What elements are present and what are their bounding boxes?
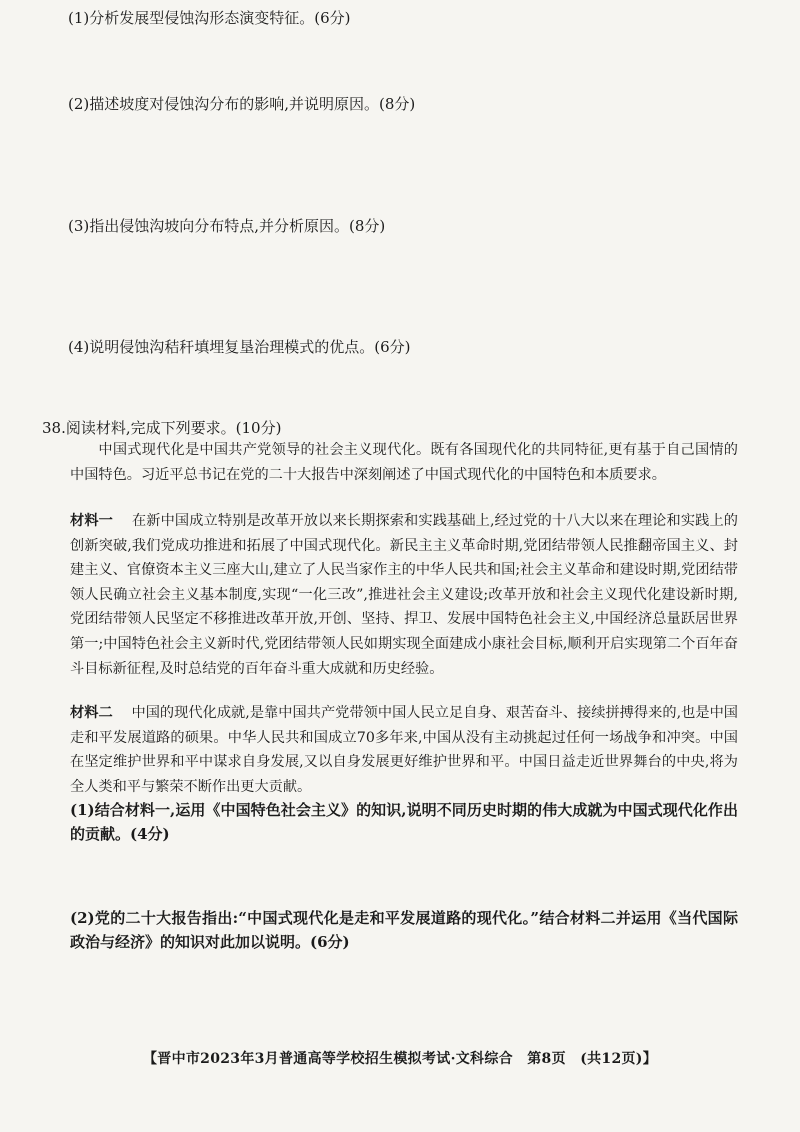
question-37-1: (1)分析发展型侵蚀沟形态演变特征。(6分) <box>68 9 351 27</box>
material-2-text: 中国的现代化成就,是靠中国共产党带领中国人民立足自身、艰苦奋斗、接续拼搏得来的,也是中国走和平发展道路的硕果。中华人民共和国成立70多年来,中国从没有主动挑起过任何一场战争和冲突。中国在坚定维护世界和平中谋求自身发展,又以自身发展更好维护世界和平。中国日益走近世界舞台的中央,将为全人类和平与繁荣不断作出更大贡献。 <box>70 705 738 795</box>
page-footer: 【晋中市2023年3月普通高等学校招生模拟考试·文科综合 第8页 (共12页)】 <box>142 1051 658 1067</box>
material-2 <box>70 701 738 799</box>
material-2-label: 材料二 <box>70 705 113 721</box>
material-1-text: 在新中国成立特别是改革开放以来长期探索和实践基础上,经过党的十八大以来在理论和实践上的创新突破,我们党成功推进和拓展了中国式现代化。新民主主义革命时期,党团结带领人民推翻帝国主义、封建主义、官僚资本主义三座大山,建立了人民当家作主的中华人民共和国;社会主义革命和建设时期,党团结带领人民确立社会主义基本制度,实现“一化三改”,推进社会主义建设;改革开放和社会主义现代化建设新时期,党团结带领人民坚定不移推进改革开放,开创、坚持、捍卫、发展中国特色社会主义,中国经济总量跃居世界第一;中国特色社会主义新时代,党团结带领人民如期实现全面建成小康社会目标,顺利开启实现第二个百年奋斗目标新征程,及时总结党的百年奋斗重大成就和历史经验。 <box>70 513 738 677</box>
question-37-2: (2)描述坡度对侵蚀沟分布的影响,并说明原因。(8分) <box>68 95 416 113</box>
question-37-4: (4)说明侵蚀沟秸秆填埋复垦治理模式的优点。(6分) <box>68 338 411 356</box>
material-1-label: 材料一 <box>70 513 113 529</box>
question-38-intro: 中国式现代化是中国共产党领导的社会主义现代化。既有各国现代化的共同特征,更有基于自己国情的中国特色。习近平总书记在党的二十大报告中深刻阐述了中国式现代化的中国特色和本质要求。 <box>70 442 738 483</box>
material-1 <box>70 509 738 681</box>
question-38-1: (1)结合材料一,运用《中国特色社会主义》的知识,说明不同历史时期的伟大成就为中国式现代化作出的贡献。(4分) <box>70 801 738 843</box>
question-38-2: (2)党的二十大报告指出:“中国式现代化是走和平发展道路的现代化。”结合材料二并运用《当代国际政治与经济》的知识对此加以说明。(6分) <box>70 909 738 951</box>
question-37-3: (3)指出侵蚀沟坡向分布特点,并分析原因。(8分) <box>68 217 386 235</box>
question-38-title: 38.阅读材料,完成下列要求。(10分) <box>42 419 282 437</box>
